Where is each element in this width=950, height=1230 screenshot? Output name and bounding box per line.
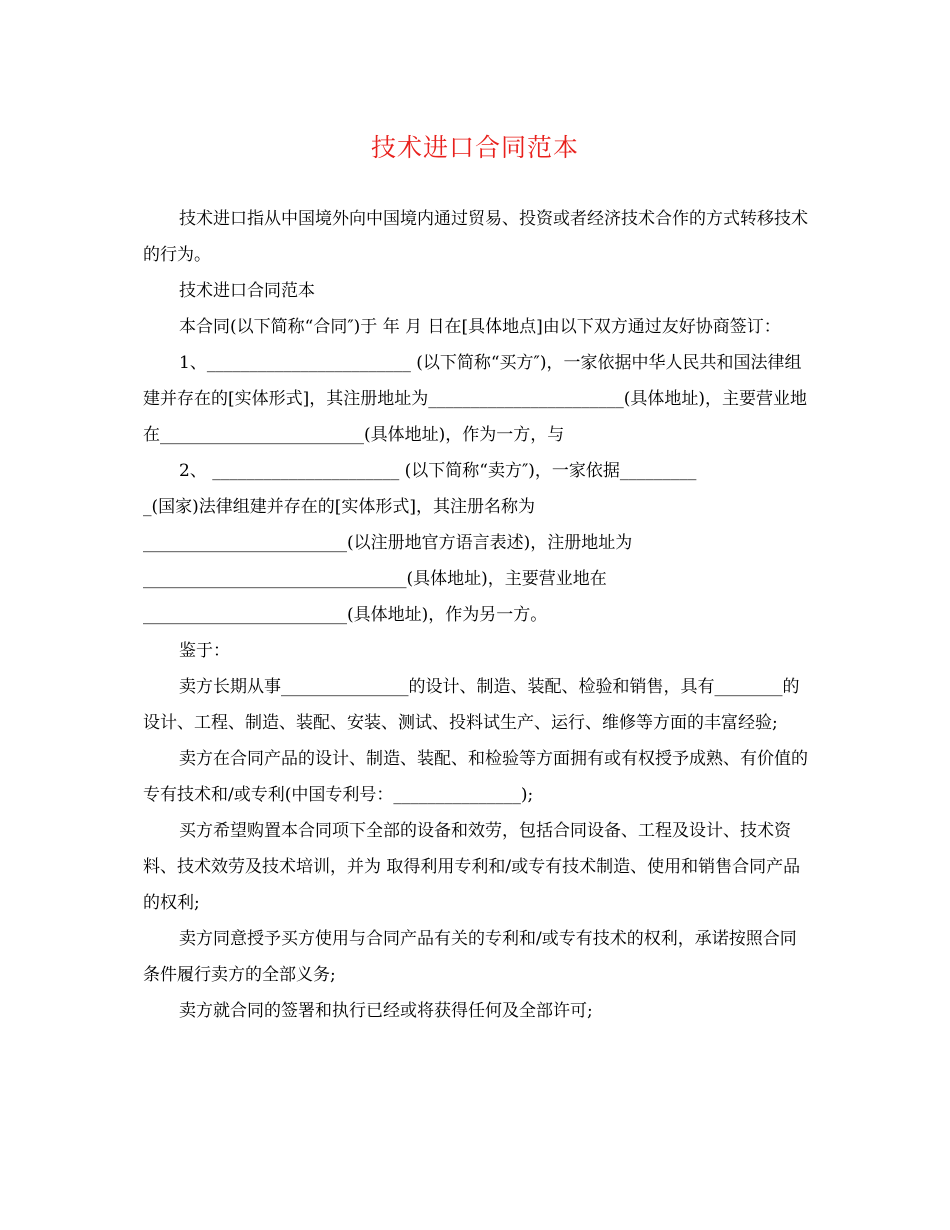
paragraph-contract-opening: 本合同(以下简称“合同″)于 年 月 日在[具体地点]由以下双方通过友好协商签订：	[179, 317, 781, 337]
document-title: 技术进口合同范本	[370, 133, 579, 162]
paragraph-seller-experience: 卖方长期从事_______________的设计、制造、装配、检验和销售，具有________的设计、工程、制造、装配、安装、测试、投料试生产、运行、维修等方面的丰富经验;	[143, 677, 800, 733]
paragraph-seller-permits: 卖方就合同的签署和执行已经或将获得任何及全部许可;	[179, 1001, 593, 1021]
paragraph-buyer: 1、________________________ (以下简称“买方″)，一家依据中华人民共和国法律组建并存在的[实体形式]，其注册地址为_______________________(具体地址)，主要营业地在________________________(具体地址)，作为一方，与	[143, 353, 808, 445]
paragraph-seller-place: ________________________(具体地址)，作为另一方。	[143, 605, 548, 625]
paragraph-seller-technology: 卖方在合同产品的设计、制造、装配、和检验等方面拥有或有权授予成熟、有价值的专有技术和/或专利(中国专利号：_______________);	[143, 749, 808, 805]
paragraph-seller-address: _______________________________(具体地址)，主要营业地在	[143, 569, 607, 589]
paragraph-buyer-purchase: 买方希望购置本合同项下全部的设备和效劳，包括合同设备、工程及设计、技术资料、技术效劳及技术培训，并为 取得利用专利和/或专有技术制造、使用和销售合同产品的权利;	[143, 821, 801, 913]
paragraph-whereas: 鉴于：	[179, 641, 230, 661]
document-body	[143, 201, 811, 1029]
paragraph-subtitle: 技术进口合同范本	[179, 281, 315, 301]
paragraph-seller: 2、 ______________________ (以下简称“卖方″)，一家依据_________	[179, 461, 697, 481]
paragraph-intro: 技术进口指从中国境外向中国境内通过贸易、投资或者经济技术合作的方式转移技术的行为。	[143, 209, 808, 265]
paragraph-seller-grant: 卖方同意授予买方使用与合同产品有关的专利和/或专有技术的权利，承诺按照合同条件履行卖方的全部义务;	[143, 929, 797, 985]
paragraph-seller-country: _(国家)法律组建并存在的[实体形式]，其注册名称为	[143, 497, 536, 517]
paragraph-seller-name: ________________________(以注册地官方语言表述)，注册地址为	[143, 533, 633, 553]
